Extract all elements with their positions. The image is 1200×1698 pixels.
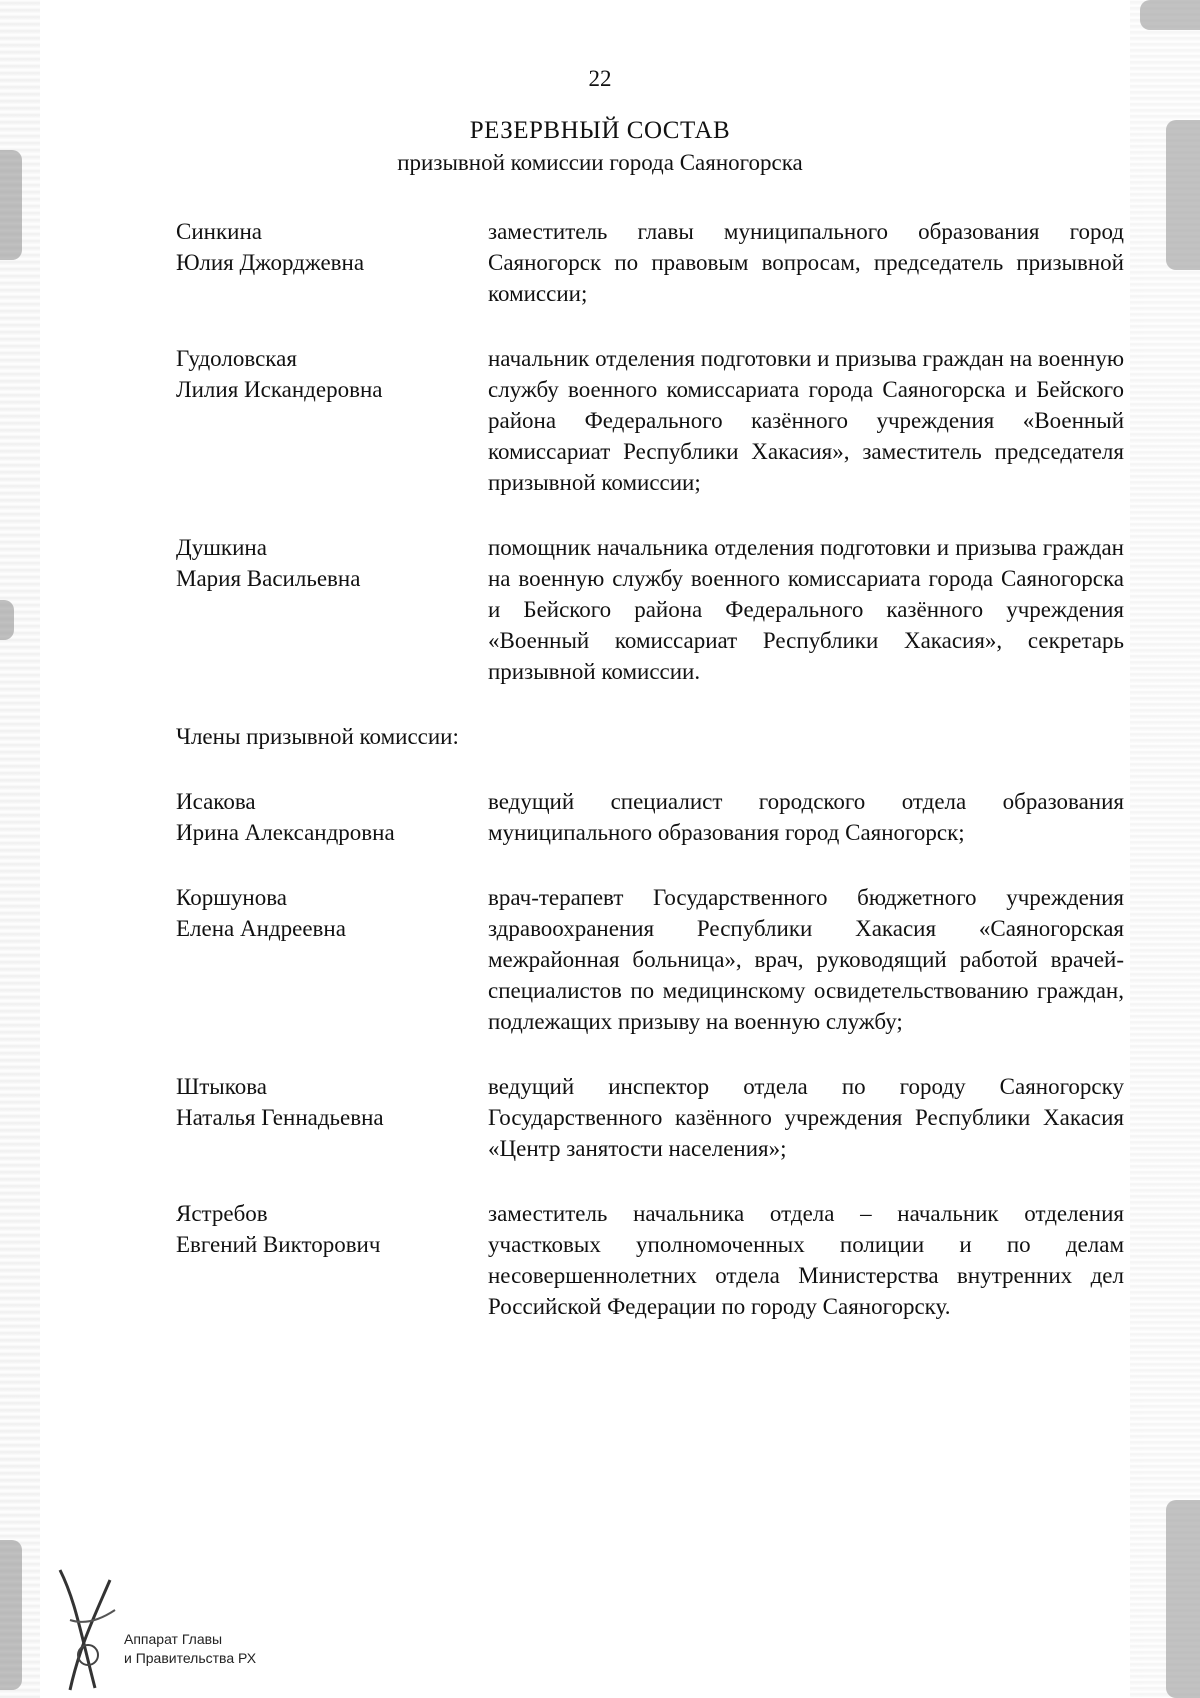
person-surname: Коршунова <box>176 885 287 910</box>
person-position: начальник отделения подготовки и призыва граждан на военную службу военного комиссариата города Саяногорска и Бейского района Федерального казённого учреждения «Военный комиссариат Республики Хакасия», заместитель председателя призывной комиссии; <box>488 346 1124 495</box>
person-given-names: Наталья Геннадьевна <box>176 1105 384 1130</box>
person-name <box>176 1071 488 1164</box>
member-entry <box>176 786 1124 848</box>
person-name <box>176 216 488 309</box>
person-name <box>176 882 488 1037</box>
person-position: врач-терапевт Государственного бюджетного учреждения здравоохранения Республики Хакасия «Саяногорская межрайонная больница», врач, руководящий работой врачей-специалистов по медицинскому освидетельствованию граждан, подлежащих призыву на военную службу; <box>488 885 1124 1034</box>
person-surname: Душкина <box>176 535 267 560</box>
person-position: заместитель начальника отдела – начальник отделения участковых уполномоченных полиции и по делам несовершеннолетних отдела Министерства внутренних дел Российской Федерации по городу Саяногорску. <box>488 1201 1124 1319</box>
scan-edge-right <box>1130 0 1200 1698</box>
person-given-names: Мария Васильевна <box>176 566 361 591</box>
person-given-names: Елена Андреевна <box>176 916 346 941</box>
stamp-caption <box>124 1630 256 1668</box>
members-heading: Члены призывной комиссии: <box>176 724 459 749</box>
person-position: ведущий специалист городского отдела образования муниципального образования город Саяногорск; <box>488 789 1124 845</box>
person-name <box>176 532 488 687</box>
person-surname: Ястребов <box>176 1201 268 1226</box>
commission-list <box>176 216 1124 1322</box>
person-surname: Штыкова <box>176 1074 267 1099</box>
page-number: 22 <box>588 66 612 91</box>
stamp-line-2: и Правительства РХ <box>124 1650 257 1666</box>
document-title: РЕЗЕРВНЫЙ СОСТАВ <box>469 117 731 144</box>
person-position: заместитель главы муниципального образования город Саяногорск по правовым вопросам, председатель призывной комиссии; <box>488 219 1124 306</box>
person-name <box>176 786 488 848</box>
person-given-names: Лилия Искандеровна <box>176 377 383 402</box>
person-name <box>176 343 488 498</box>
member-entry <box>176 1198 1124 1322</box>
member-entry <box>176 882 1124 1037</box>
stamp-line-1: Аппарат Главы <box>124 1631 223 1647</box>
person-position: ведущий инспектор отдела по городу Саяногорску Государственного казённого учреждения Республики Хакасия «Центр занятости населения»; <box>488 1074 1124 1161</box>
document-subtitle: призывной комиссии города Саяногорска <box>397 150 803 175</box>
leadership-entry <box>176 532 1124 687</box>
person-position: помощник начальника отделения подготовки и призыва граждан на военную службу военного комиссариата города Саяногорска и Бейского района Федерального казённого учреждения «Военный комиссариат Республики Хакасия», секретарь призывной комиссии. <box>488 535 1124 684</box>
person-name <box>176 1198 488 1322</box>
person-given-names: Евгений Викторович <box>176 1232 381 1257</box>
person-surname: Гудоловская <box>176 346 297 371</box>
person-given-names: Ирина Александровна <box>176 820 395 845</box>
person-surname: Синкина <box>176 219 262 244</box>
stamp-mark-icon <box>0 1560 280 1698</box>
leadership-entry <box>176 343 1124 498</box>
person-given-names: Юлия Джорджевна <box>176 250 365 275</box>
person-surname: Исакова <box>176 789 256 814</box>
member-entry <box>176 1071 1124 1164</box>
scan-edge-left <box>0 0 40 1698</box>
leadership-entry <box>176 216 1124 309</box>
